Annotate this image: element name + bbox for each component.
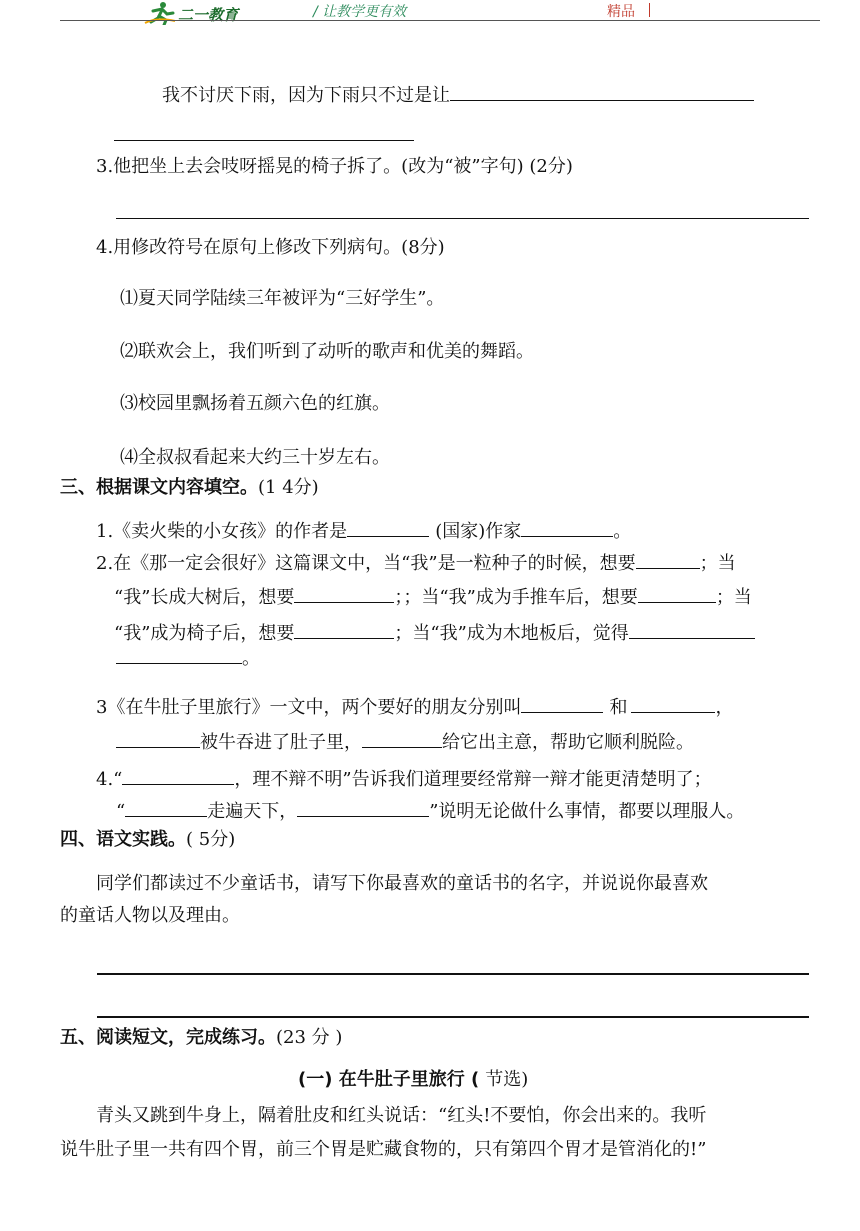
answer-blank[interactable] [125,798,207,817]
answer-blank[interactable] [631,694,715,713]
header-rule [60,20,820,21]
answer-blank[interactable] [450,82,754,101]
header-separator [649,3,650,17]
s3-q4-line2: “ 走遍天下， ”说明无论做什么事情，都要以理服人。 [116,798,744,824]
s5-paragraph-line: 说牛肚子里一共有四个胃，前三个胃是贮藏食物的，只有第四个胃才是管消化的!” [60,1139,707,1160]
header [0,0,860,26]
section3-heading: 三、根据课文内容填空。(1 4分) [60,477,319,498]
cont-line: 我不讨厌下雨，因为下雨只不过是让 [162,82,754,108]
runner-logo-icon [143,1,177,25]
q4-item: ⑶校园里飘扬着五颜六色的红旗。 [120,393,390,414]
s5-subtitle: (一) 在牛肚子里旅行 ( 节选) [298,1069,529,1090]
answer-blank[interactable] [116,729,200,748]
answer-blank[interactable] [116,645,242,664]
s5-paragraph-line: 青头又跳到牛身上，隔着肚皮和红头说话：“红头!不要怕，你会出来的。我听 [96,1105,707,1126]
q3-text: 3.他把坐上去会吱呀摇晃的椅子拆了。(改为“被”字句) (2分) [96,156,573,177]
header-badge: 精品 [607,4,635,20]
s3-q2-line3: “我”成为椅子后，想要 ；当“我”成为木地板后，觉得 [114,620,755,646]
s3-q3-line2: 被牛吞进了肚子里， 给它出主意，帮助它顺利脱险。 [116,729,694,755]
answer-blank[interactable] [638,584,716,603]
q4-item: ⑴夏天同学陆续三年被评为“三好学生”。 [120,288,445,309]
s4-paragraph-line: 的童话人物以及理由。 [60,905,240,926]
answer-blank[interactable] [294,620,394,639]
answer-blank[interactable] [362,729,442,748]
answer-blank[interactable] [294,584,394,603]
answer-blank[interactable] [347,518,429,537]
s3-q1: 1.《卖火柴的小女孩》的作者是 (国家)作家 。 [96,518,631,544]
answer-line[interactable] [114,140,414,141]
q4-item: ⑷全叔叔看起来大约三十岁左右。 [120,447,390,468]
s3-q4-line1: 4.“ ，理不辩不明”告诉我们道理要经常辩一辩才能更清楚明了； [96,766,712,792]
s3-q3-line1: 3《在牛肚子里旅行》一文中，两个要好的朋友分别叫 和 ， [96,694,733,720]
logo-text: 二一教育 [178,6,239,24]
header-slogan: / 让教学更有效 [313,4,407,20]
q4-title: 4.用修改符号在原句上修改下列病句。(8分) [96,237,445,258]
answer-blank[interactable] [297,798,429,817]
answer-blank[interactable] [521,518,613,537]
s4-paragraph-line: 同学们都读过不少童话书，请写下你最喜欢的童话书的名字，并说说你最喜欢 [96,873,708,894]
s3-q2-line2: “我”长成大树后，想要 ；；当“我”成为手推车后，想要 ；当 [114,584,752,610]
answer-blank[interactable] [122,766,234,785]
section4-heading: 四、语文实践。( 5分) [60,829,236,850]
section5-heading: 五、阅读短文，完成练习。(23 分 ) [60,1027,343,1048]
q4-item: ⑵联欢会上，我们听到了动听的歌声和优美的舞蹈。 [120,341,534,362]
answer-blank[interactable] [636,550,700,569]
answer-blank[interactable] [521,694,603,713]
s3-q2-line4: 。 [116,645,260,671]
answer-blank[interactable] [629,620,755,639]
s4-answer-line[interactable] [97,973,809,975]
s3-q2-line1: 2.在《那一定会很好》这篇课文中，当“我”是一粒种子的时候，想要 ；当 [96,550,736,576]
s4-answer-line[interactable] [97,1016,809,1018]
q3-answer-line[interactable] [116,218,809,219]
